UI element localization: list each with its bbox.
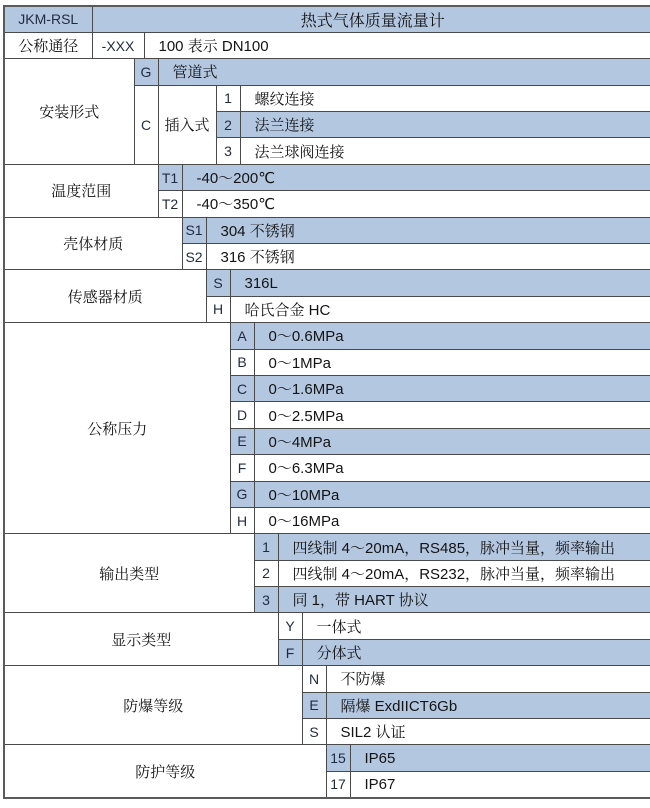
insert-type-label: 插入式 <box>158 85 216 164</box>
section-label-sensor: 传感器材质 <box>4 270 206 323</box>
option-code: G <box>134 59 158 85</box>
option-code: S1 <box>182 217 206 243</box>
section-label-temperature: 温度范围 <box>4 164 158 217</box>
diameter-code: -XXX <box>92 32 144 58</box>
option-desc: 法兰连接 <box>240 112 650 138</box>
section-label-housing: 壳体材质 <box>4 217 182 270</box>
option-code: 1 <box>254 534 278 560</box>
option-code: Y <box>278 613 302 639</box>
option-desc: 同 1，带 HART 协议 <box>278 587 650 613</box>
option-code: 15 <box>326 745 350 771</box>
option-code: S <box>206 270 230 296</box>
option-desc: 四线制 4～20mA，RS232，脉冲当量，频率输出 <box>278 560 650 586</box>
option-desc: 四线制 4～20mA，RS485，脉冲当量，频率输出 <box>278 534 650 560</box>
ordering-code-table <box>3 5 650 799</box>
option-code: 1 <box>216 85 240 111</box>
option-desc: 0～10MPa <box>254 481 650 507</box>
option-desc: 316 不锈钢 <box>206 244 650 270</box>
option-code: C <box>134 85 158 164</box>
option-code: 3 <box>254 587 278 613</box>
option-code: 2 <box>216 112 240 138</box>
section-label-diameter: 公称通径 <box>4 32 92 58</box>
option-desc: 0～1MPa <box>254 349 650 375</box>
option-code: S2 <box>182 244 206 270</box>
option-desc: 管道式 <box>158 59 650 85</box>
section-label-protection: 防护等级 <box>4 745 326 798</box>
option-desc: 0～4MPa <box>254 428 650 454</box>
option-code: 2 <box>254 560 278 586</box>
option-desc: 0～0.6MPa <box>254 323 650 349</box>
option-desc: IP65 <box>350 745 650 771</box>
option-code: E <box>230 428 254 454</box>
section-label-explosion: 防爆等级 <box>4 666 302 745</box>
option-desc: 不防爆 <box>326 666 650 692</box>
section-label-install: 安装形式 <box>4 59 134 165</box>
section-label-output: 输出类型 <box>4 534 254 613</box>
option-code: F <box>278 639 302 665</box>
option-desc: 哈氏合金 HC <box>230 296 650 322</box>
option-code: E <box>302 692 326 718</box>
option-desc: 螺纹连接 <box>240 85 650 111</box>
option-code: D <box>230 402 254 428</box>
option-desc: 一体式 <box>302 613 650 639</box>
option-desc: 0～1.6MPa <box>254 375 650 401</box>
option-desc: 0～2.5MPa <box>254 402 650 428</box>
option-desc: 0～16MPa <box>254 507 650 533</box>
option-desc: IP67 <box>350 771 650 797</box>
model-code: JKM-RSL <box>4 6 92 32</box>
option-code: H <box>230 507 254 533</box>
option-code: 17 <box>326 771 350 797</box>
option-code: G <box>230 481 254 507</box>
option-code: 3 <box>216 138 240 164</box>
option-code: T1 <box>158 164 182 190</box>
option-code: C <box>230 375 254 401</box>
option-desc: 304 不锈钢 <box>206 217 650 243</box>
option-code: B <box>230 349 254 375</box>
section-label-pressure: 公称压力 <box>4 323 230 534</box>
option-desc: 316L <box>230 270 650 296</box>
option-desc: -40～200℃ <box>182 164 650 190</box>
option-code: T2 <box>158 191 182 217</box>
option-desc: 0～6.3MPa <box>254 455 650 481</box>
option-code: H <box>206 296 230 322</box>
option-code: S <box>302 719 326 745</box>
option-code: N <box>302 666 326 692</box>
option-desc: 法兰球阀连接 <box>240 138 650 164</box>
option-desc: SIL2 认证 <box>326 719 650 745</box>
option-desc: 隔爆 ExdIICT6Gb <box>326 692 650 718</box>
product-title: 热式气体质量流量计 <box>92 6 650 32</box>
option-desc: 分体式 <box>302 639 650 665</box>
option-code: A <box>230 323 254 349</box>
section-label-display: 显示类型 <box>4 613 278 666</box>
option-code: F <box>230 455 254 481</box>
diameter-desc: 100 表示 DN100 <box>144 32 650 58</box>
option-desc: -40～350℃ <box>182 191 650 217</box>
